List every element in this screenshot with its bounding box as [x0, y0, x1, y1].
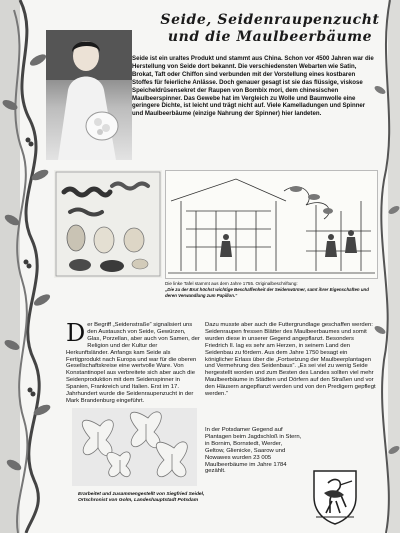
- sericulture-scene-icon: [166, 171, 377, 278]
- page-title: [160, 12, 380, 46]
- silkworm-specimen-icon: [54, 170, 162, 278]
- silk-moths-photo: [72, 408, 197, 486]
- title-line-1: Seide, Seidenraupenzucht: [160, 12, 380, 28]
- article-left-column: [66, 319, 200, 405]
- author-credit-line-2: Ortschronist von Golm, Landeshauptstadt Potsdam: [78, 498, 199, 504]
- coat-of-arms-stork-icon: [300, 467, 370, 525]
- bride-photo: [46, 30, 132, 160]
- article-plantation-paragraph: In der Potsdamer Gegend auf Plantagen beim Jagdschloß in Stern, in Bornim, Bornstedt, Werder, Geltow, Glienicke, Saarow und Nowawes wurden 23 005 Maulbeerbäume im Jahre 1784 gezählt.: [205, 427, 302, 475]
- author-credit: [78, 492, 206, 504]
- silkworm-specimen-plate: [54, 170, 162, 278]
- article-right-column: Dazu musste aber auch die Futtergrundlage geschaffen werden: Seidenraupen fressen Blätter des Maulbeerbaumes und somit wurden diese in unserer Gegend angepflanzt. Besonders Friedrich II. lag es sehr am Herzen, in seinem Land den Seidenbau zu fördern. Aus dem Jahre 1750 besagt ein königlicher Erlass über die „Fortsetzung der Maulbeerplantagen und Vermehrung des Seidenbaus“. „Es sei viel zu wenig Seide hergestellt worden und zum Besten des Landes sollten viel mehr Maulbeerbäume in Städten und Dörfern auf den Straßen und vor den Häusern angepflanzt werden und von den Predigern gepflegt werden.“: [205, 322, 376, 398]
- author-credit-line-1: Erarbeitet und zusammengestellt von Siegfried Seidel,: [78, 492, 205, 497]
- chinese-etching-illustration: [165, 170, 378, 279]
- illustration-source-caption: Die linke Tafel stammt aus dem Jahre 1755. Originalbeschriftung:: [165, 281, 298, 286]
- silk-moth-icon: [72, 408, 197, 486]
- bride-photo-figure-icon: [46, 30, 132, 160]
- title-line-2: und die Maulbeerbäume: [167, 29, 373, 45]
- intro-paragraph: Seide ist ein uraltes Produkt und stammt aus China. Schon vor 4500 Jahren war die Herstellung von Seide dort bekannt. Die verschiedensten Webarten wie Satin, Brokat, Taft oder Chiffon sind verbunden mit der Vorstellung eines kostbaren Stoffes für feierliche Anlässe. Doch genauer gesagt ist sie das flüssige, viskose Speicheldrüsensekret der Raupen von Bombix mori, dem chinesischen Maulbeerspinner. Das Gewebe hat im Vergleich zu Wolle und Baumwolle eine geringere Dichte, ist leicht und trägt nicht auf. Viele Kamelladungen und Spinner und Maulbeerbäume (einzige Nahrung der Spinner) hier landeten.: [132, 55, 374, 118]
- article-left-text: er Begriff „Seidenstraße“ signalisiert uns den Austausch von Seide, Gewürzen, Glas, Porzellan, aber auch von Samen, der Religion und der Kultur der Herkunftsländer. Anfangs kam Seide als Fertigprodukt nach Europa und war für die oberen Gesellschaftskreise eine wertvolle Ware. Von Konstantinopel aus verbreitete sich aber auch die Seidenproduktion mit dem Seidenspinner in Spanien, Frankreich und Italien. Erst im 17. Jahrhundert wurde die Seidenraupenzucht in der Mark Brandenburg eingeführt.: [66, 322, 200, 404]
- illustration-quote-caption: „Die zu der Brut höchst wichtige Beschaffenheit der Seidenwürmer, samt ihrer Eigenschaften und deren Verwandlung zum Papillon.“: [165, 287, 369, 298]
- drop-cap: D: [66, 319, 86, 347]
